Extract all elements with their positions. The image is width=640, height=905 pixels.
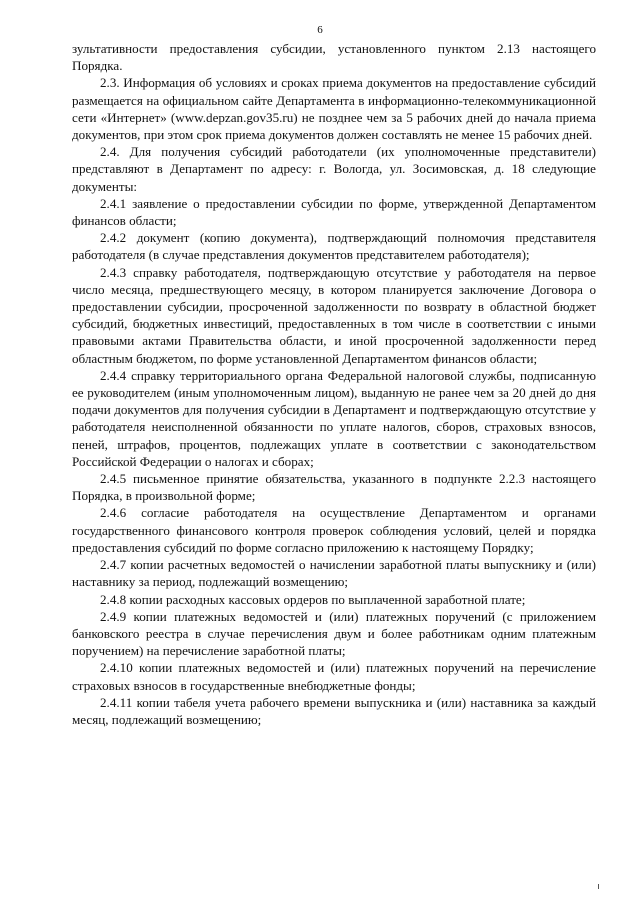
paragraph-2-4-5: 2.4.5 письменное принятие обязательства, указанного в подпункте 2.2.3 настоящего Порядка, в произвольной форме; bbox=[72, 471, 596, 504]
paragraph-2-3: 2.3. Информация об условиях и сроках приема документов на предоставление субсидий размещается на официальном сайте Департамента в информационно-телекоммуникационной сети «Интернет» (www.depzan.gov35.ru) не позднее чем за 5 рабочих дней до начала приема документов, при этом срок приема документов должен составлять не менее 15 рабочих дней. bbox=[72, 75, 596, 143]
paragraph-continuation: зультативности предоставления субсидии, установленного пунктом 2.13 настоящего Порядка. bbox=[72, 41, 596, 74]
paragraph-2-4-6: 2.4.6 согласие работодателя на осуществление Департаментом и органами государственного финансового контроля проверок соблюдения условий, целей и порядка предоставления субсидий по форме согласно приложению к настоящему Порядку; bbox=[72, 505, 596, 555]
page-number: 6 bbox=[317, 24, 323, 36]
paragraph-2-4-3: 2.4.3 справку работодателя, подтверждающую отсутствие у работодателя на первое число месяца, предшествующего месяцу, в котором планируется заключение Договора о предоставлении субсидии, просроченной задолженности по возврату в областной бюджет субсидий, бюджетных инвестиций, предоставленных в том числе в соответствии с иными правовыми актами Правительства области, и иной просроченной задолженности перед областным бюджетом, по форме установленной Департаментом финансов области; bbox=[72, 264, 596, 366]
paragraph-2-4-10: 2.4.10 копии платежных ведомостей и (или) платежных поручений на перечисление страховых взносов в государственные внебюджетные фонды; bbox=[72, 660, 596, 693]
paragraph-2-4-11: 2.4.11 копии табеля учета рабочего времени выпускника и (или) наставника за каждый месяц, подлежащий возмещению; bbox=[72, 694, 596, 727]
paragraph-2-4-2: 2.4.2 документ (копию документа), подтверждающий полномочия представителя работодателя (в случае представления документов представителем работодателя); bbox=[72, 230, 596, 263]
paragraph-2-4-1: 2.4.1 заявление о предоставлении субсидии по форме, утвержденной Департаментом финансов области; bbox=[72, 195, 596, 229]
paragraph-2-4-8: 2.4.8 копии расходных кассовых ордеров по выплаченной заработной плате; bbox=[100, 591, 526, 607]
paragraph-2-4-4: 2.4.4 справку территориального органа Федеральной налоговой службы, подписанную ее руководителем (иным уполномоченным лицом), выданную не ранее чем за 20 дней до дня подачи документов для получения субсидии в Департамент и подтверждающую отсутствие у работодателя неисполненной обязанности по уплате налогов, сборов, страховых взносов, пеней, штрафов, процентов, подлежащих уплате в соответствии с законодательством Российской Федерации о налогах и сборах; bbox=[72, 367, 596, 469]
scan-mark bbox=[598, 884, 599, 889]
document-body bbox=[72, 40, 596, 728]
paragraph-2-4-9: 2.4.9 копии платежных ведомостей и (или) платежных поручений (с приложением банковского реестра в случае перечисления двум и более работникам одним платежным поручением) на перечисление заработной платы; bbox=[72, 608, 596, 659]
paragraph-2-4-7: 2.4.7 копии расчетных ведомостей о начислении заработной платы выпускнику и (или) наставнику за период, подлежащий возмещению; bbox=[72, 557, 596, 590]
paragraph-2-4: 2.4. Для получения субсидий работодатели (их уполномоченные представители) представляют в Департамент по адресу: г. Вологда, ул. Зосимовская, д. 18 следующие документы: bbox=[72, 144, 596, 194]
